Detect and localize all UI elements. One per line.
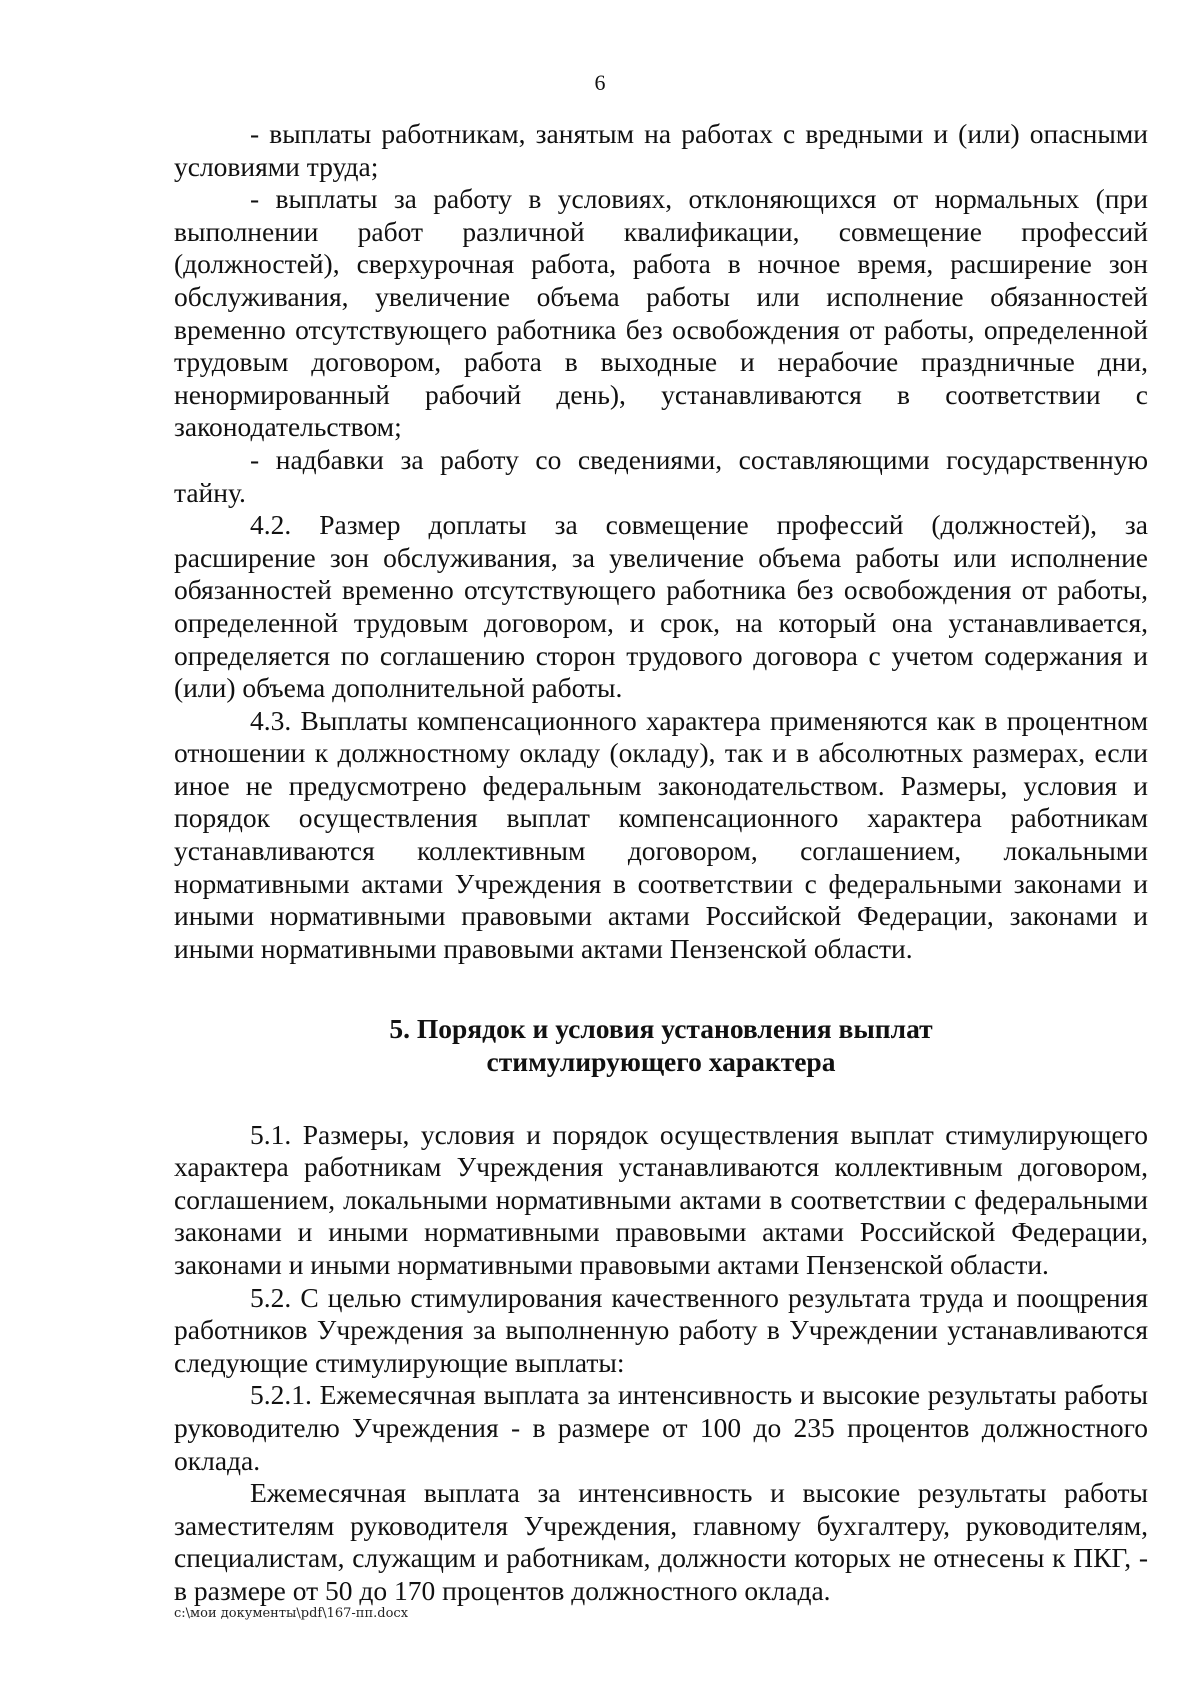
paragraph-5-2: 5.2. С целью стимулирования качественного результата труда и поощрения работников Учреждения за выполненную работу в Учреждении устанавливаются следующие стимулирующие выплаты:	[174, 1281, 1148, 1378]
footer-file-path: c:\мои документы\pdf\167-пп.docx	[174, 1606, 409, 1621]
page-number: 6	[594, 70, 606, 95]
paragraph-harmful-conditions: - выплаты работникам, занятым на работах с вредными и (или) опасными условиями труда;	[174, 118, 1148, 182]
section-heading-line-1: 5. Порядок и условия установления выплат	[389, 1013, 933, 1045]
paragraph-5-1: 5.1. Размеры, условия и порядок осуществления выплат стимулирующего характера работникам Учреждения устанавливаются коллективным договором, соглашением, локальными нормативными актами в соответствии с федеральными законами и иными нормативными правовыми актами Российской Федерации, законами и иными нормативными правовыми актами Пензенской области.	[174, 1118, 1148, 1280]
paragraph-abnormal-conditions: - выплаты за работу в условиях, отклоняющихся от нормальных (при выполнении работ различной квалификации, совмещение профессий (должностей), сверхурочная работа, работа в ночное время, расширение зон обслуживания, увеличение объема работы или исполнение обязанностей временно отсутствующего работника без освобождения от работы, определенной трудовым договором, работа в выходные и нерабочие праздничные дни, ненормированный рабочий день), устанавливаются в соответствии с законодательством;	[174, 183, 1148, 443]
section-heading-line-2: стимулирующего характера	[486, 1046, 836, 1078]
section-5-heading	[174, 1013, 1148, 1078]
document-body	[174, 118, 1148, 1608]
paragraph-state-secret: - надбавки за работу со сведениями, составляющими государственную тайну.	[174, 443, 1148, 508]
paragraph-5-2-1: 5.2.1. Ежемесячная выплата за интенсивность и высокие результаты работы руководителю Учреждения - в размере от 100 до 235 процентов должностного оклада.	[174, 1379, 1148, 1476]
paragraph-monthly-payment-deputies: Ежемесячная выплата за интенсивность и высокие результаты работы заместителям руководителя Учреждения, главному бухгалтеру, руководителям, специалистам, служащим и работникам, должности которых не отнесены к ПКГ, - в размере от 50 до 170 процентов должностного оклада.	[174, 1477, 1148, 1606]
paragraph-4-3: 4.3. Выплаты компенсационного характера применяются как в процентном отношении к должностному окладу (окладу), так и в абсолютных размерах, если иное не предусмотрено федеральным законодательством. Размеры, условия и порядок осуществления выплат компенсационного характера работникам устанавливаются коллективным договором, соглашением, локальными нормативными актами Учреждения в соответствии с федеральными законами и иными нормативными правовыми актами Российской Федерации, законами и иными нормативными правовыми актами Пензенской области.	[174, 704, 1148, 964]
paragraph-4-2: 4.2. Размер доплаты за совмещение профессий (должностей), за расширение зон обслуживания, за увеличение объема работы или исполнение обязанностей временно отсутствующего работника без освобождения от работы, определенной трудовым договором, и срок, на который она устанавливается, определяется по соглашению сторон трудового договора с учетом содержания и (или) объема дополнительной работы.	[174, 509, 1148, 704]
